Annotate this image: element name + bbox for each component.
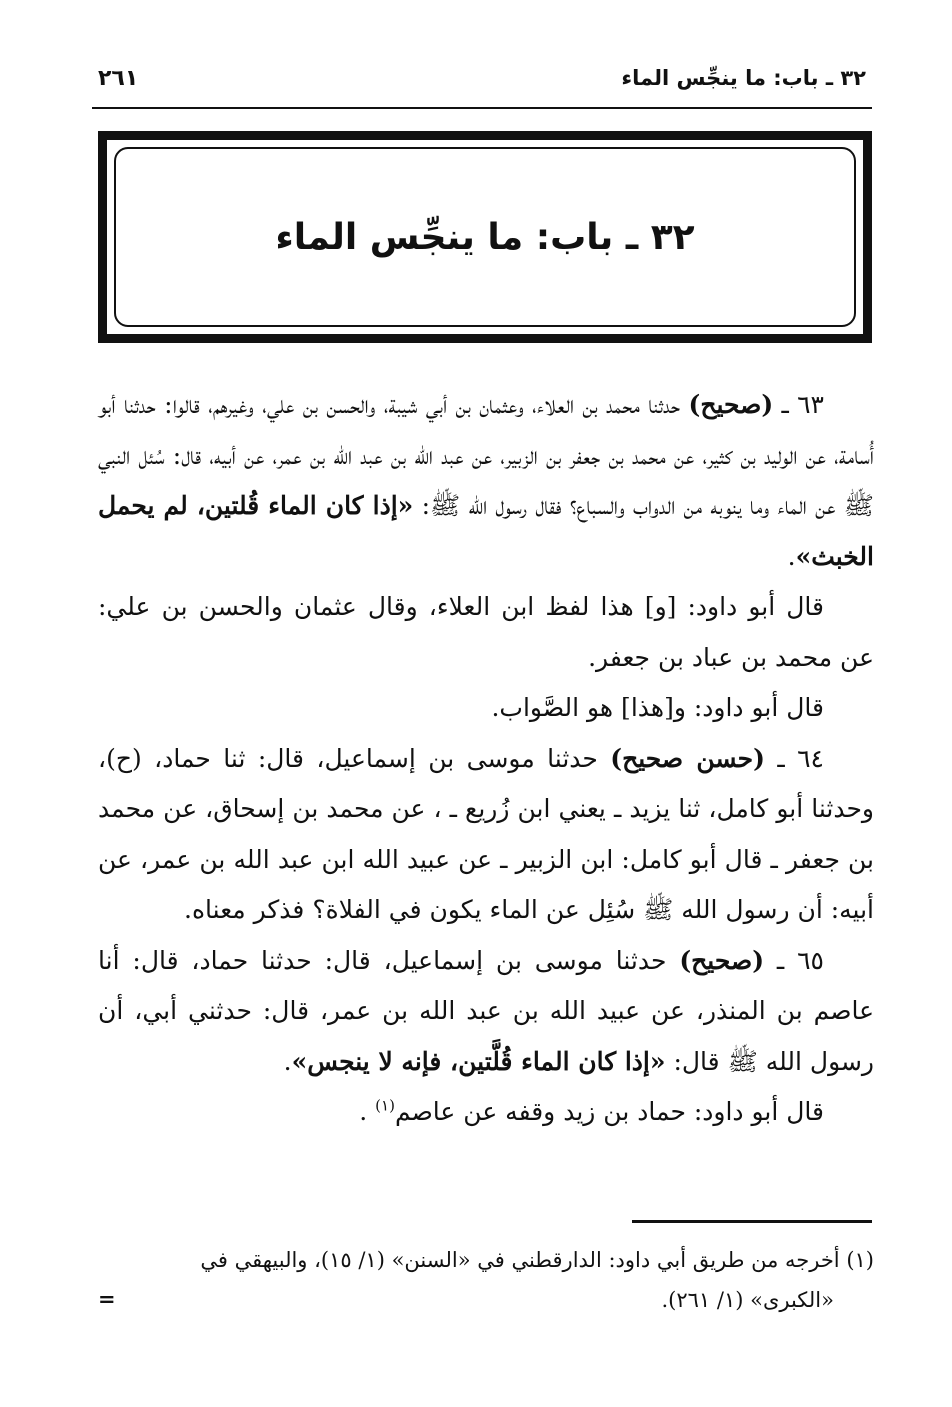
hadith-matn: «إذا كان الماء قُلتين، لم يحمل الخبث» <box>98 491 874 571</box>
hadith-isnad: حدثنا موسى بن إسماعيل، قال: حدثنا حماد، قال: أنا عاصم بن المنذر، عن عبيد الله بن عبد الله بن عمر، قال: حدثني أبي، أن رسول الله ﷺ قال: <box>98 945 874 1076</box>
hadith-number: ٦٣ ـ <box>781 390 824 419</box>
page-number: ٢٦١ <box>98 65 139 91</box>
running-header <box>98 58 866 98</box>
footnote-rule <box>632 1220 872 1223</box>
grade-label: (صحيح) <box>688 390 774 419</box>
continuation-mark: = <box>98 1286 116 1311</box>
header-rule <box>92 107 872 109</box>
chapter-heading-box <box>98 131 872 343</box>
footnote-1-cont: «الكبرى» (١/ ٢٦١). <box>661 1288 834 1312</box>
footnotes <box>98 1240 874 1320</box>
main-text <box>98 380 874 1138</box>
grade-label: (صحيح) <box>679 945 765 975</box>
hadith-text: حدثنا موسى بن إسماعيل، قال: ثنا حماد، (ح)، وحدثنا أبو كامل، ثنا يزيد ـ يعني ابن زُريع ـ ، عن محمد بن إسحاق، عن محمد بن جعفر ـ قال أبو كامل: ابن الزبير ـ عن عبيد الله ابن عبد الله بن عمر، عن أبيه: أن رسول الله ﷺ سُئِل عن الماء يكون في الفلاة؟ فذكر معناه. <box>98 743 874 924</box>
hadith-number: ٦٤ ـ <box>777 743 824 773</box>
footnote-ref[interactable]: (١) <box>375 1096 395 1115</box>
abu-dawud-note: قال أبو داود: حماد بن زيد وقفه عن عاصم$^{(١)}$ . <box>359 1096 824 1126</box>
abu-dawud-note: قال أبو داود: [و] هذا لفظ ابن العلاء، وقال عثمان والحسن بن علي: عن محمد بن عباد بن جعفر. <box>98 592 874 672</box>
footnote-1: (١) أخرجه من طريق أبي داود: الدارقطني في «السنن» (١/ ١٥)، والبيهقي في <box>200 1248 874 1272</box>
footnote-marker: (١) <box>846 1248 874 1272</box>
grade-label: (حسن صحيح) <box>610 743 765 773</box>
hadith-number: ٦٥ ـ <box>776 945 824 975</box>
chapter-title: ٣٢ ـ باب: ما ينجِّس الماء <box>275 216 695 258</box>
abu-dawud-note: قال أبو داود: و[هذا] هو الصَّواب. <box>491 693 824 722</box>
hadith-isnad: حدثنا محمد بن العلاء، وعثمان بن أبي شيبة، والحسن بن علي، وغيرهم، قالوا: حدثنا أبو أُسامة، عن الوليد بن كثير، عن محمد بن جعفر بن الزبير، عن عبد الله بن عبد الله بن عمر، عن أبيه، قال: سُئل النبي ﷺ عن الماء وما ينوبه من الدواب والسباع؟ فقال رسول الله ﷺ: <box>98 390 874 520</box>
hadith-matn: «إذا كان الماء قُلَّتين، فإنه لا ينجس» <box>291 1046 666 1076</box>
running-title: ٣٢ ـ باب: ما ينجِّس الماء <box>621 66 866 90</box>
hadith-64 <box>98 734 874 936</box>
hadith-63: ٦٣ ـ (صحيح) حدثنا محمد بن العلاء، وعثمان بن أبي شيبة، والحسن بن علي، وغيرهم، قالوا: حدثنا أبو أُسامة، عن الوليد بن كثير، عن محمد بن جعفر بن الزبير، عن عبد الله بن عبد الله بن عمر، عن أبيه، قال: سُئل النبي ﷺ عن الماء وما ينوبه من الدواب والسباع؟ فقال رسول الله ﷺ: «إذا كان الماء قُلتين، لم يحمل الخبث». <box>98 390 874 571</box>
hadith-65: ٦٥ ـ (صحيح) حدثنا موسى بن إسماعيل، قال: حدثنا حماد، قال: أنا عاصم بن المنذر، عن عبيد الله بن عبد الله بن عمر، قال: حدثني أبي، أن رسول الله ﷺ قال: «إذا كان الماء قُلَّتين، فإنه لا ينجس». <box>98 945 874 1076</box>
